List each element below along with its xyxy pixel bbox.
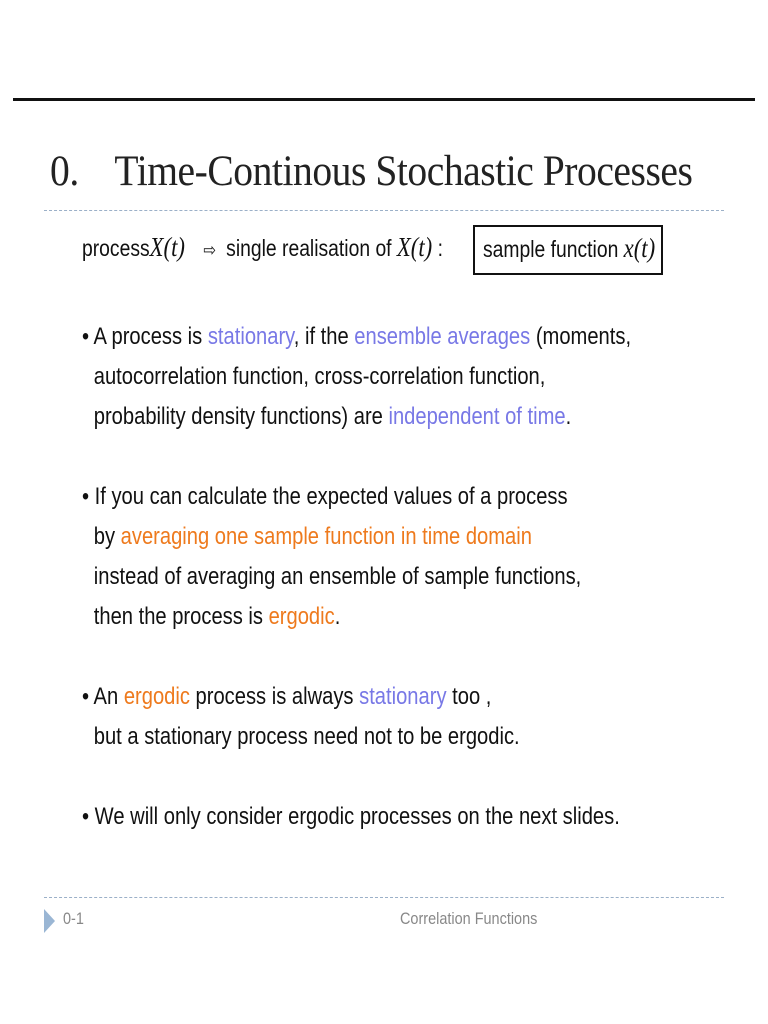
highlight-ergodic: ergodic [123,683,190,710]
text-run: • An [82,683,124,710]
bullet-line: autocorrelation function, cross-correlation function, [93,363,546,390]
title-number: 0. [50,148,79,195]
highlight-averaging: averaging one sample function in time domain [120,523,532,550]
bullet-line [82,397,631,437]
title-divider [44,210,724,211]
footer-divider [44,897,724,898]
highlight-ensemble-averages: ensemble averages [354,323,531,350]
bullet-line: but a stationary process need not to be ergodic. [93,723,520,750]
text-run: . [334,603,341,630]
bullet-line [82,317,631,357]
highlight-stationary: stationary [359,683,447,710]
bullet-line: • If you can calculate the expected values of a process [82,483,568,510]
bullet-ergodic-definition [82,477,581,637]
process-word: process [82,235,150,261]
text-run: • A process is [82,323,208,350]
bullet-line: • We will only consider ergodic processes on the next slides. [82,803,620,830]
process-symbol-2: X(t) [396,232,433,262]
slide-number: 0-1 [63,909,84,928]
sample-function-symbol: x(t) [623,233,656,263]
footer-title: Correlation Functions [400,909,538,928]
text-run: by [93,523,121,550]
bullet-ergodic-stationary [82,677,520,757]
bullet-line [82,597,581,637]
text-run: process is always [189,683,360,710]
slide-title [50,147,692,196]
realisation-text: single realisation of [226,235,392,261]
bullet-line: instead of averaging an ensemble of sample functions, [93,563,582,590]
text-run: (moments, [530,323,632,350]
text-run: . [565,403,572,430]
highlight-ergodic: ergodic [268,603,335,630]
arrow-right-icon: ⇨ [203,240,217,260]
bullet-line [82,517,581,557]
sample-function-box [473,225,663,275]
process-symbol: X(t) [149,232,185,262]
text-run: probability density functions) are [93,403,389,430]
text-run: then the process is [93,603,269,630]
bullet-line [82,677,520,717]
highlight-independent-of-time: independent of time [388,403,566,430]
sample-function-label: sample function [483,236,619,262]
triangle-right-icon [44,909,55,933]
title-text: Time-Continous Stochastic Processes [114,148,693,195]
text-run: , if the [293,323,355,350]
process-line [82,232,443,263]
bullet-next-slides [82,797,620,837]
top-rule [13,98,755,101]
colon: : [437,235,443,261]
bullet-stationary [82,317,631,437]
text-run: too , [446,683,492,710]
highlight-stationary: stationary [207,323,294,350]
